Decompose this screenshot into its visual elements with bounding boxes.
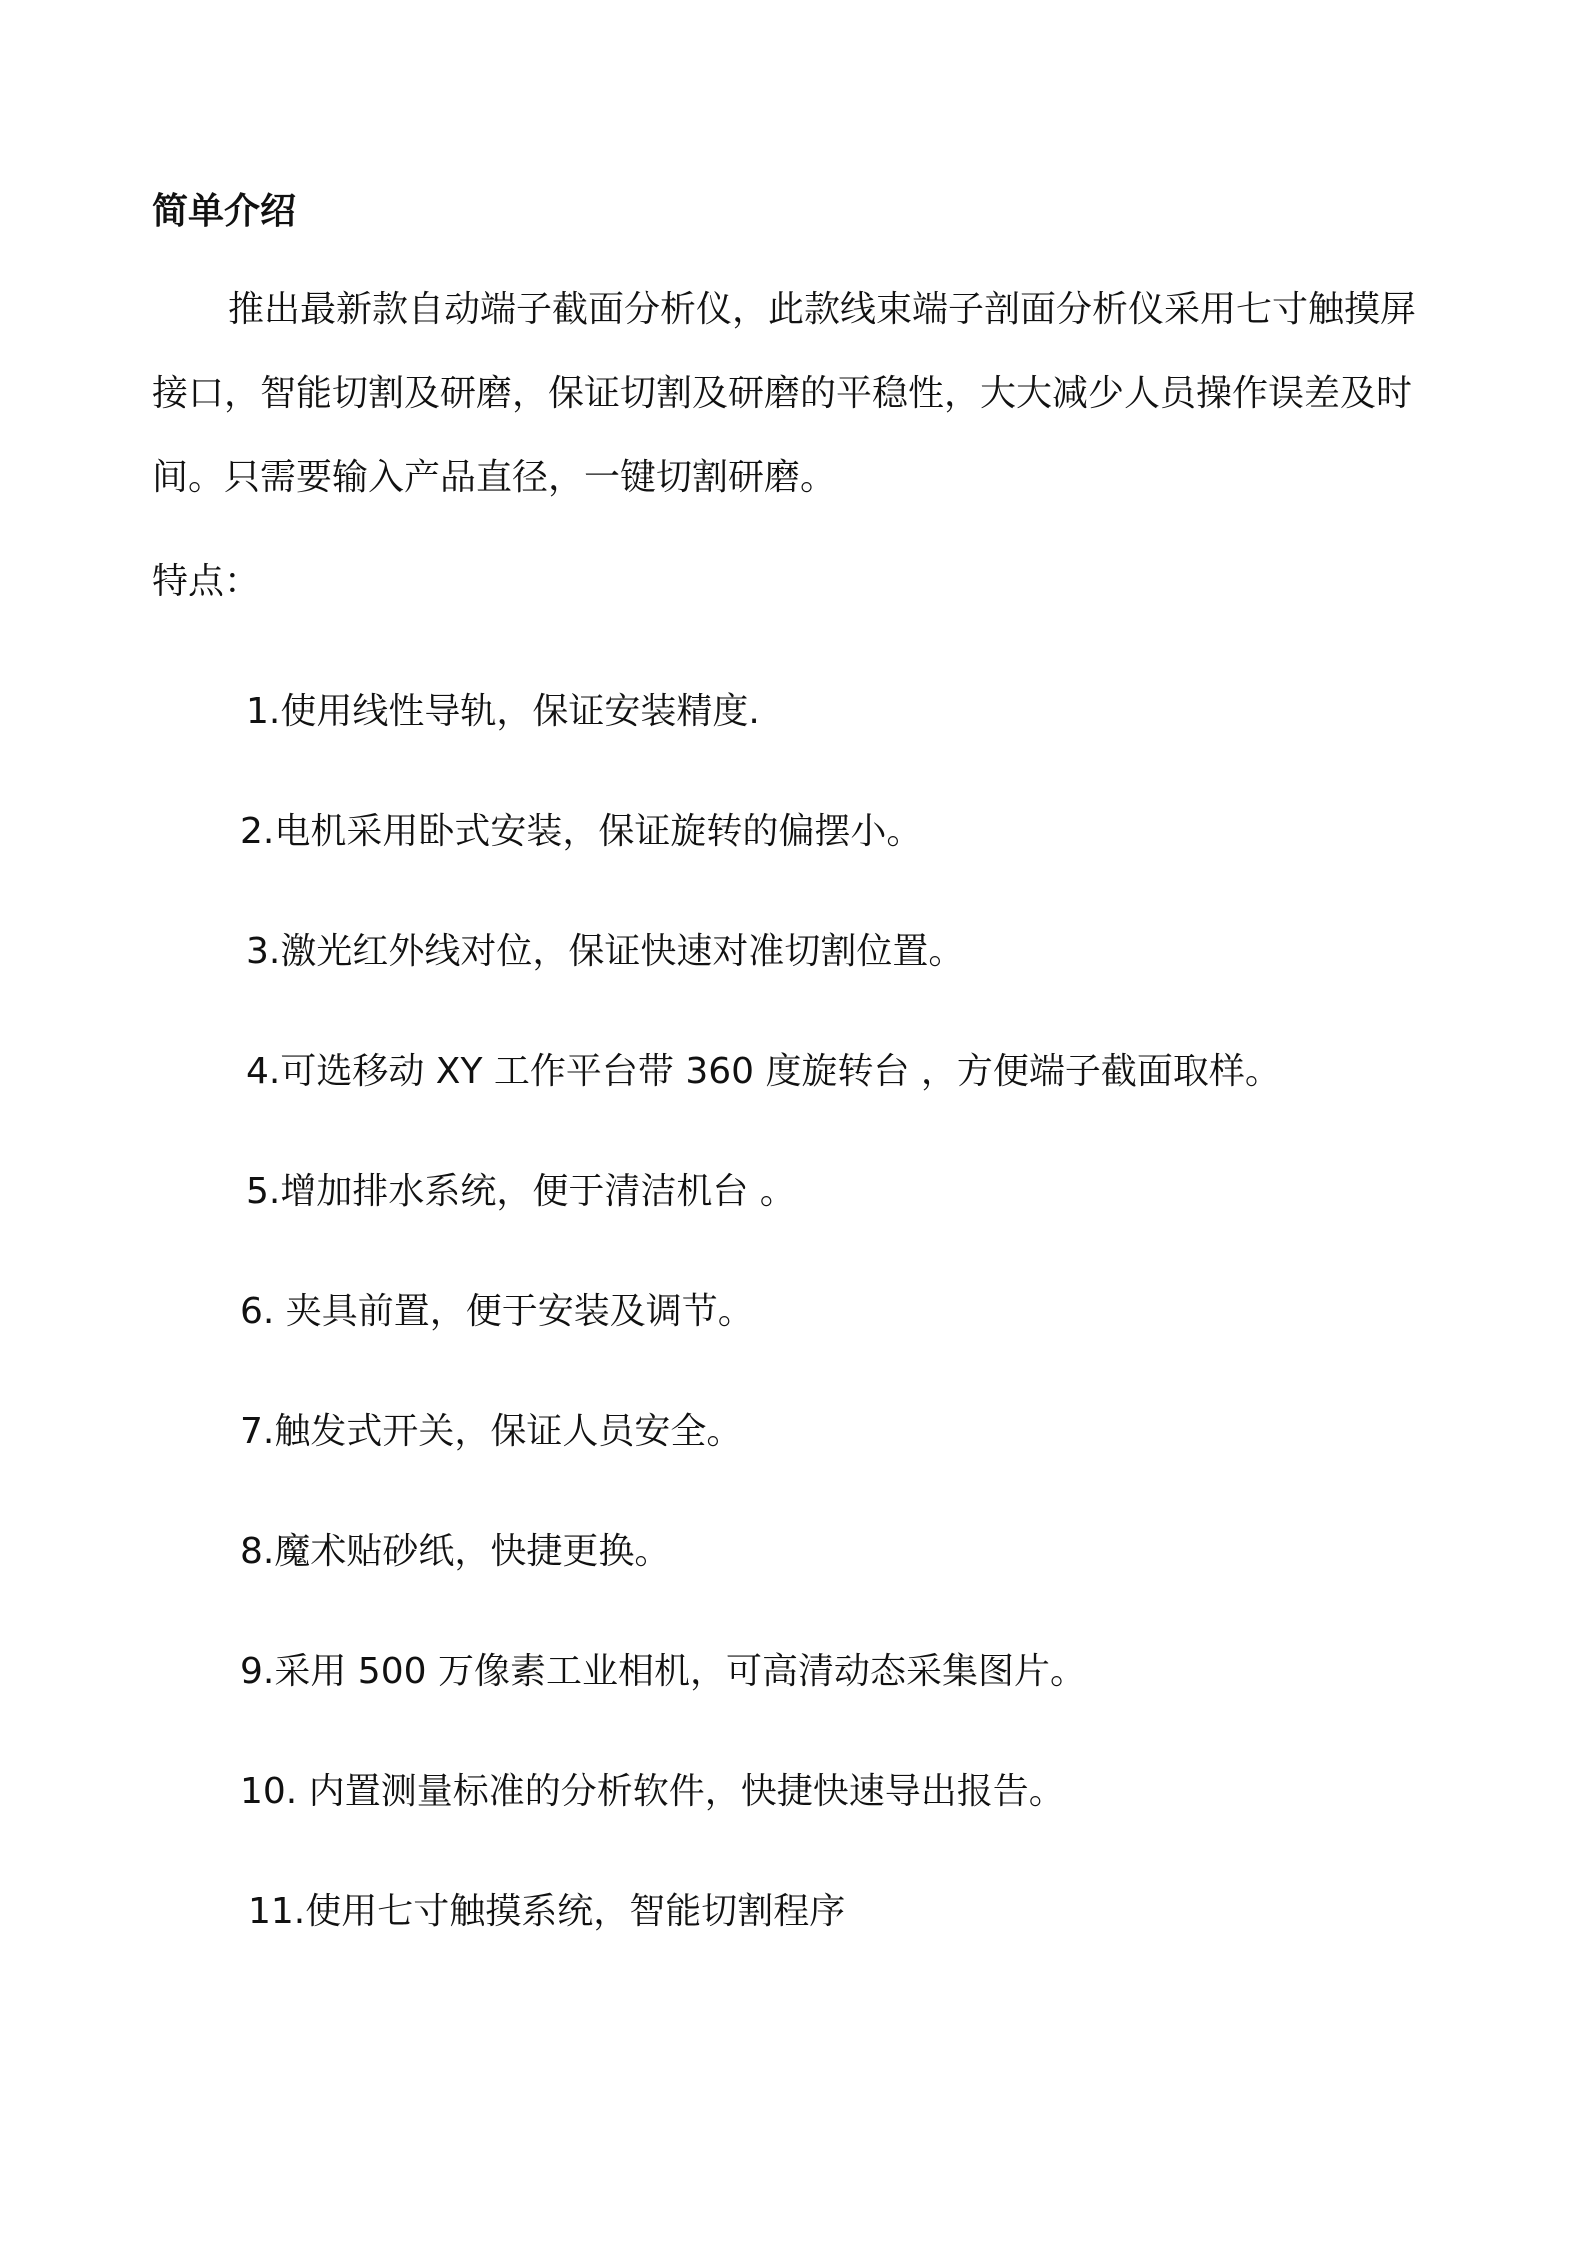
feature-item-4: 4.可选移动 XY 工作平台带 360 度旋转台 ，方便端子截面取样。: [246, 1051, 1281, 1092]
intro-paragraph: 推出最新款自动端子截面分析仪，此款线束端子剖面分析仪采用七寸触摸屏接口，智能切割及研磨，保证切割及研磨的平稳性，大大减少人员操作误差及时间。只需要输入产品直径，一键切割研磨。: [152, 289, 1417, 498]
feature-item-5: 5.增加排水系统，便于清洁机台 。: [246, 1171, 796, 1212]
feature-item-1: 1.使用线性导轨，保证安装精度.: [246, 691, 760, 732]
document-title: 简单介绍: [152, 191, 297, 232]
feature-item-3: 3.激光红外线对位，保证快速对准切割位置。: [246, 931, 965, 972]
features-heading: 特点：: [152, 561, 261, 602]
feature-item-2: 2.电机采用卧式安装，保证旋转的偏摆小。: [240, 811, 923, 852]
feature-item-8: 8.魔术贴砂纸，快捷更换。: [240, 1531, 671, 1572]
feature-item-7: 7.触发式开关，保证人员安全。: [240, 1411, 743, 1452]
feature-item-10: 10. 内置测量标准的分析软件，快捷快速导出报告。: [240, 1771, 1065, 1812]
feature-item-6: 6. 夹具前置，便于安装及调节。: [240, 1291, 754, 1332]
feature-item-11: 11.使用七寸触摸系统，智能切割程序: [248, 1891, 846, 1932]
feature-item-9: 9.采用 500 万像素工业相机，可高清动态采集图片。: [240, 1651, 1086, 1692]
